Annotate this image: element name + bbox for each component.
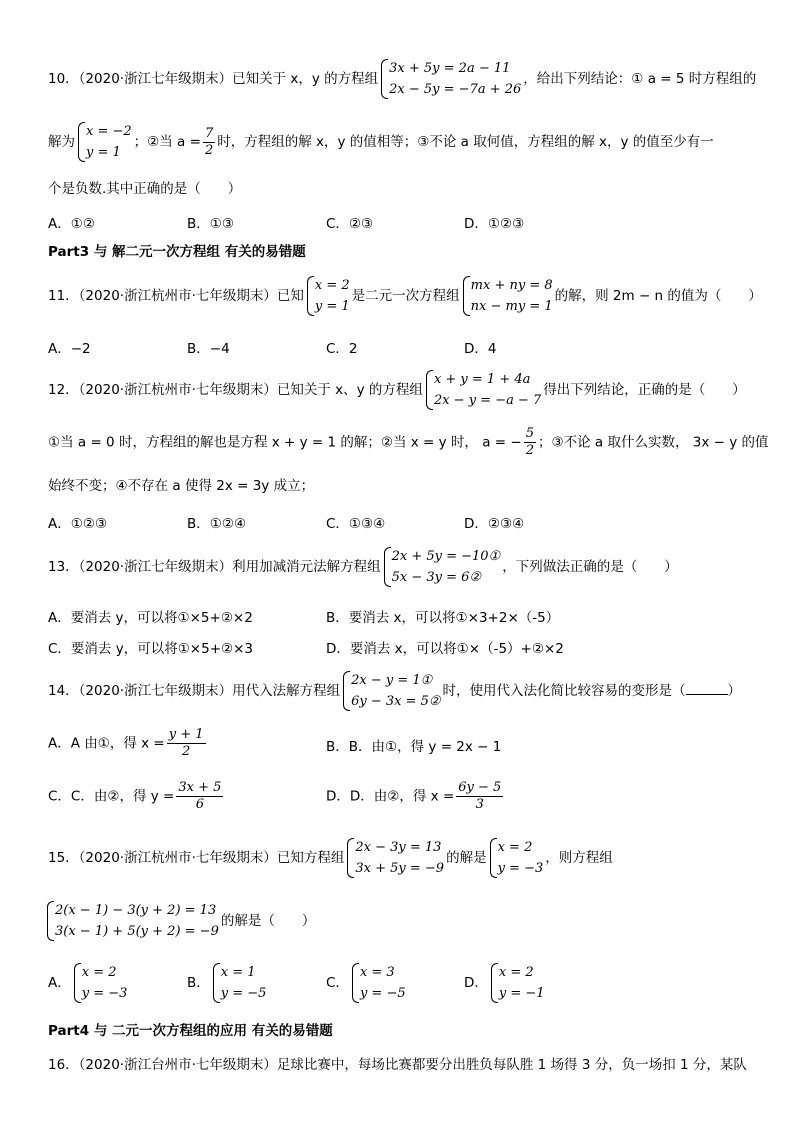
q13-option-c[interactable]: C．要消去 y，可以将①×5+②×3 — [48, 641, 254, 657]
option-label: A． — [48, 975, 71, 991]
q13-intro: 13．（2020·浙江七年级期末）利用加减消元法解方程组 — [48, 559, 381, 575]
fraction — [456, 780, 503, 813]
equation: y = 1 — [86, 145, 121, 160]
q15-line-2 — [44, 900, 750, 942]
q12-option-c[interactable]: C．①③④ — [326, 516, 386, 532]
q12-intro: 12．（2020·浙江杭州市·七年级期末）已知关于 x、y 的方程组 — [48, 382, 423, 398]
equation: 2x − y = 1① — [351, 673, 433, 688]
q14-option-b[interactable]: B．B．由①，得 y = 2x − 1 — [326, 739, 502, 755]
option-label: B． — [187, 975, 210, 991]
q14-option-c[interactable] — [48, 780, 225, 813]
q11-intro: 11．（2020·浙江杭州市·七年级期末）已知 — [48, 288, 304, 304]
equation: y = −5 — [220, 986, 267, 1001]
denominator: 2 — [182, 744, 191, 759]
option-solution — [490, 962, 545, 1004]
equation: y = 1 — [314, 299, 350, 314]
q13-option-a[interactable]: A．要消去 y，可以将①×5+②×2 — [48, 610, 253, 626]
equation: 2x − 3y = 13 — [355, 840, 442, 855]
denominator: 2 — [204, 142, 214, 158]
q13-text: ，下列做法正确的是（ ） — [502, 559, 678, 575]
q12-text: ；③不论 a 取什么实数， 3x − y 的值 — [538, 434, 769, 451]
equation: 6y − 3x = 5② — [351, 694, 441, 709]
option-text: C．C．由②，得 y = — [48, 788, 175, 805]
q15-solution — [489, 837, 544, 879]
equation: 2x + 5y = −10① — [391, 549, 501, 564]
q11-text: 是二元一次方程组 — [351, 288, 460, 304]
q11-solution — [306, 275, 350, 317]
option-text: A．A 由①，得 x = — [48, 735, 165, 752]
q15-equation-system — [346, 837, 444, 879]
q10-text: ；②当 a = — [133, 134, 201, 150]
q10-line-1 — [48, 58, 757, 100]
q15-text: 的解是 — [446, 850, 487, 866]
denominator: 2 — [525, 443, 534, 458]
q15-option-b[interactable] — [187, 962, 268, 1004]
q12-line-3: 始终不变；④不存在 a 使得 2x = 3y 成立； — [48, 478, 315, 494]
option-solution — [351, 962, 406, 1004]
numerator: 6y − 5 — [458, 780, 502, 795]
q10-option-a[interactable]: A．①② — [48, 216, 95, 232]
q12-option-d[interactable]: D．②③④ — [464, 516, 525, 532]
q15-line-1 — [48, 837, 750, 879]
equation: mx + ny = 8 — [470, 278, 553, 293]
q10-text: 解为 — [48, 134, 75, 150]
equation: 3(x − 1) + 5(y + 2) = −9 — [55, 924, 219, 939]
q11-option-b[interactable]: B．−4 — [187, 341, 230, 357]
q13-line-1 — [48, 546, 750, 588]
equation: y = −3 — [81, 986, 128, 1001]
q14-text: 时，使用代入法化简比较容易的变形是（ — [442, 683, 686, 699]
equation: y = −5 — [359, 986, 406, 1001]
denominator: 3 — [475, 797, 484, 812]
numerator: 3x + 5 — [178, 780, 222, 795]
q11-line-1 — [48, 275, 762, 317]
equation: 5x − 3y = 6② — [391, 570, 482, 585]
q11-option-a[interactable]: A．−2 — [48, 341, 91, 357]
q10-line-3: 个是负数.其中正确的是（ ） — [48, 181, 242, 197]
q11-equation-system — [462, 275, 553, 317]
q10-solution — [77, 121, 132, 163]
numerator: y + 1 — [168, 727, 204, 742]
fraction — [524, 426, 536, 459]
q10-equation-system — [380, 58, 521, 100]
q10-option-d[interactable]: D．①②③ — [464, 216, 525, 232]
q10-option-c[interactable]: C．②③ — [326, 216, 374, 232]
equation: x = 2 — [81, 965, 117, 980]
part3-heading: Part3 与 解二元一次方程组 有关的易错题 — [48, 244, 306, 260]
option-solution — [212, 962, 267, 1004]
equation: x = −2 — [86, 124, 132, 139]
q15-text: ，则方程组 — [545, 850, 613, 866]
denominator: 6 — [195, 797, 204, 812]
q12-option-b[interactable]: B．①②④ — [187, 516, 247, 532]
q11-text: 的解，则 2m − n 的值为（ ） — [554, 288, 762, 304]
q11-option-c[interactable]: C．2 — [326, 341, 358, 357]
q12-text: 得出下列结论，正确的是（ ） — [543, 382, 746, 398]
q15-equation-system-2 — [46, 900, 219, 942]
q12-line-2 — [48, 426, 769, 459]
q13-option-b[interactable]: B．要消去 x，可以将①×3+2×（-5） — [326, 610, 560, 626]
part4-heading: Part4 与 二元一次方程组的应用 有关的易错题 — [48, 1023, 333, 1039]
q14-intro: 14．（2020·浙江七年级期末）用代入法解方程组 — [48, 683, 341, 699]
fraction — [167, 727, 206, 760]
q15-text: 的解是（ ） — [220, 913, 316, 929]
equation: x = 1 — [220, 965, 256, 980]
equation: x = 3 — [359, 965, 395, 980]
equation: x + y = 1 + 4a — [433, 372, 531, 387]
option-text: D．D．由②，得 x = — [326, 788, 455, 805]
q10-line-2 — [48, 121, 750, 163]
option-label: C． — [326, 975, 349, 991]
q13-equation-system — [383, 546, 501, 588]
equation: x = 2 — [498, 965, 534, 980]
q12-line-1 — [48, 369, 750, 411]
q14-text: ） — [727, 683, 742, 699]
fraction — [203, 126, 215, 159]
q14-line-1 — [48, 670, 750, 712]
equation: nx − my = 1 — [470, 299, 553, 314]
equation: 3x + 5y = −9 — [355, 861, 445, 876]
q12-equation-system — [425, 369, 541, 411]
q10-option-b[interactable]: B．①③ — [187, 216, 234, 232]
q15-intro: 15．（2020·浙江杭州市·七年级期末）已知方程组 — [48, 850, 345, 866]
q15-option-c[interactable] — [326, 962, 408, 1004]
equation: x = 2 — [497, 840, 533, 855]
equation: 2x − y = −a − 7 — [433, 393, 542, 408]
q10-text: ，给出下列结论：① a = 5 时方程组的 — [523, 71, 757, 87]
q10-intro: 10．（2020·浙江七年级期末）已知关于 x，y 的方程组 — [48, 71, 379, 87]
option-solution — [73, 962, 128, 1004]
q12-option-a[interactable]: A．①②③ — [48, 516, 108, 532]
q12-text: ①当 a = 0 时，方程组的解也是方程 x + y = 1 的解；②当 x = y 时， a = − — [48, 434, 522, 451]
q15-option-d[interactable] — [464, 962, 547, 1004]
fraction — [176, 780, 223, 813]
equation: x = 2 — [314, 278, 350, 293]
equation: 2(x − 1) − 3(y + 2) = 13 — [55, 903, 217, 918]
equation: y = −3 — [497, 861, 544, 876]
equation: 2x − 5y = −7a + 26 — [389, 82, 522, 97]
q15-option-a[interactable] — [48, 962, 129, 1004]
equation: 3x + 5y = 2a − 11 — [389, 61, 511, 76]
q14-option-a[interactable] — [48, 727, 208, 760]
q16-line-1: 16．（2020·浙江台州市·七年级期末）足球比赛中，每场比赛都要分出胜负每队胜 1 场得 3 分，负一场扣 1 分，某队 — [48, 1057, 747, 1073]
q14-equation-system — [342, 670, 440, 712]
equation: y = −1 — [498, 986, 545, 1001]
q13-option-d[interactable]: D．要消去 x，可以将①×（-5）+②×2 — [326, 641, 564, 657]
answer-blank[interactable] — [686, 682, 728, 695]
q14-option-d[interactable] — [326, 780, 505, 813]
option-label: D． — [464, 975, 488, 991]
q11-option-d[interactable]: D．4 — [464, 341, 497, 357]
numerator: 5 — [525, 426, 534, 441]
q10-text: 时，方程组的解 x，y 的值相等；③不论 a 取何值，方程组的解 x，y 的值至少有一 — [217, 134, 714, 150]
numerator: 7 — [204, 125, 214, 141]
